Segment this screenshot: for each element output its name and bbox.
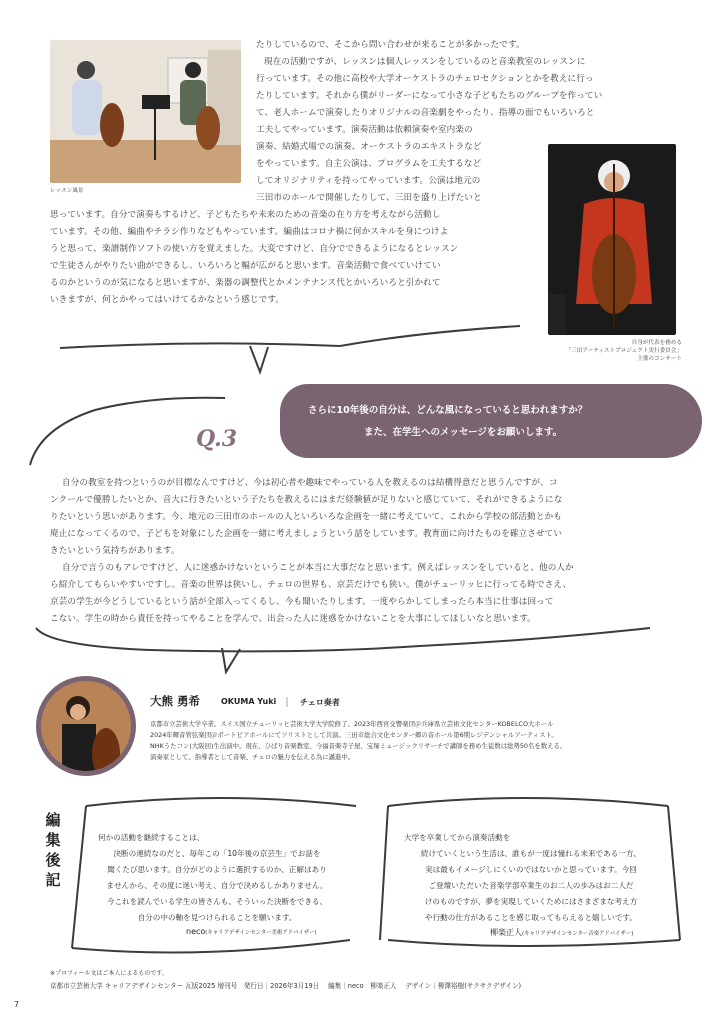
editorial-right-line-0: 大学を卒業してから演奏活動を (404, 833, 511, 842)
editorial-heading-char-3: 記 (45, 871, 61, 889)
concert-photo-caption: 自身が代表を務める 「三田アーティストプロジェクト実行委員会」 主催のコンサート (565, 340, 682, 362)
editorial-right-line-5: や行動の仕方があることを感じ取ってもらえると嬉しいです。 (424, 913, 637, 922)
editorial-left-line-1: 決断の連続なのだと、毎年この「10年後の京芸生」でお話を (113, 849, 321, 858)
body-line-5: 工夫してやっています。演奏活動は依頼演奏や室内楽の (256, 125, 473, 135)
page-number: 7 (14, 1000, 20, 1009)
body-line-10: 思っています。自分で演奏もするけど、子どもたちや未来のための音楽の在り方を考えながら活動し (50, 210, 441, 220)
profile-line-3: 演奏家として、指導者として音楽、チェロの魅力を伝える為に邁進中。 (150, 753, 355, 761)
body-line-8: してオリジナリティを持ってやっています。公演は地元の (256, 176, 481, 186)
profile-name-ja: 大熊 勇希 (150, 694, 201, 708)
body-line-12: うと思って、楽譜制作ソフトの使い方を覚えました。大変ですけど、自分でできるようになるとレッスン (50, 244, 459, 254)
profile-line-2: NHKうたコン(大阪回)生出演中。現在、ひばり音楽教室、今福音楽寺子屋、宝塚ミュージックリサーチで講師を務め生徒数は総勢50名を数える。 (150, 742, 567, 750)
body-line-0: たりしているので、そこから問い合わせが来ることが多かったです。 (256, 40, 525, 50)
body-line-1: 現在の活動ですが、レッスンは個人レッスンをしているのと音楽教室のレッスンに (264, 57, 586, 67)
answer-line-5: 自分で言うのもアレですけど、人に迷惑かけないということが本当に大事だなと思います。例えばレッスンをしていると、他の人か (62, 563, 574, 573)
answer-line-0: 自分の教室を持つというのが目標なんですけど、今は初心者や趣味でやっている人を教えるのは結構得意だと思うんですが、コ (62, 478, 558, 488)
body-line-14: るのかというのが気になると思いますが、楽器の調整代とかメンテナンス代とかいろいろと引かれて (50, 278, 441, 288)
editorial-left-sign-note: (キャリアデザインセンター美術アドバイザー) (205, 930, 317, 936)
editorial-left-line-5: 自分の中の軸を見つけられることを願います。 (137, 913, 297, 922)
body-line-13: で生徒さんがやりたい曲ができるし、いろいろと幅が広がると思います。音楽活動で食べていけてい (50, 261, 441, 271)
body-line-7: をやっています。自主公演は、プログラムを工夫するなど (256, 159, 482, 169)
profile-separator: ｜ (282, 698, 292, 709)
editorial-left-line-3: ませんから、その度に迷い考え、自分で決めるしかありません。 (106, 881, 328, 890)
body-line-4: て、老人ホームで演奏したりオリジナルの音楽劇をやったり、指導の面でもいろいろと (256, 108, 595, 118)
question-line-1: さらに10年後の自分は、どんな風になっていると思われますか？ (308, 405, 588, 416)
editorial-heading-char-0: 編 (45, 811, 61, 829)
profile-name-en: OKUMA Yuki (221, 697, 277, 706)
profile-line-0: 京都市立芸術大学卒業。スイス国立チューリッヒ芸術大学大学院修了。2023年西宮交響楽団＠兵庫県立芸術文化センターKOBELCO大ホール (150, 720, 554, 728)
lesson-photo-caption: レッスン風景 (50, 188, 84, 194)
editorial-left-line-2: 聞くたび思います。自分がどのように選択するのか、正解はあり (107, 865, 327, 874)
lesson-photo (50, 40, 241, 183)
editorial-right-sign-note: (キャリアデザインセンター音楽アドバイザー) (522, 931, 634, 937)
answer-line-7: 京芸の学生が今どうしているという話が全部入ってくるし、今も聞いたりします。一度やらかしてしまったら本当に仕事は回って (50, 597, 554, 607)
editorial-right-signature (490, 927, 633, 938)
answer-line-8: こない。学生の時から責任を持ってやることを学んで、出会った人に迷惑をかけないことを大事にしてほしいなと思います。 (50, 614, 536, 624)
avatar (36, 676, 136, 776)
footer-line: 京都市立芸術大学 キャリアデザインセンター 瓦版2025 増刊号 発行日｜2026年3月19日 編集｜neco 柳楽正人 デザイン｜柳澤裕樹(サクサクデザイン) (50, 982, 522, 990)
body-line-9: 三田市のホールで開催したりして、三田を盛り上げたいと (256, 193, 482, 203)
profile-role: チェロ奏者 (300, 698, 340, 707)
editorial-right-line-4: けのものですが、夢を実現していくためにはさまざまな考え方 (424, 897, 638, 906)
answer-line-2: りたいという思いがあります。今、地元の三田市のホールの人といろいろな企画を一緒に考えていて、これから学校の部活動とかも (50, 512, 562, 522)
body-line-11: ています。その他、編曲やチラシ作りなどもやっています。編曲はコロナ禍に何かスキルを身につけよ (50, 227, 449, 237)
editorial-right-line-1: 続けていくという生活は、誰もが一度は憧れる未来である一方、 (420, 849, 642, 858)
answer-line-3: 廃止になってくるので、子どもを対象にした企画を一緒に考えましょうという話をしています。教育面に向けたものを確立させてい (50, 529, 563, 539)
editorial-right-line-3: ご登壇いただいた音楽学部卒業生のお二人の歩みはお二人だ (428, 881, 634, 890)
avatar-photo (36, 676, 136, 776)
question-line-2: また、在学生へのメッセージをお願いします。 (364, 427, 563, 438)
footer-note: ※プロフィール文はご本人によるものです。 (50, 970, 168, 977)
editorial-left-sign-name: neco (186, 927, 206, 936)
question-bubble (280, 384, 702, 458)
body-line-2: 行っています。その他に高校や大学オーケストラのチェロセクションとかを教えに行っ (256, 74, 594, 84)
editorial-left-line-0: 何かの活動を継続することは、 (98, 833, 205, 842)
editorial-left-signature (186, 927, 317, 936)
answer-line-6: ら紹介してもらいやすいですし。音楽の世界は狭いし、チェロの世界も、京芸だけでも狭い。僕がチューリッヒに行ってる時でさえ、 (50, 580, 572, 590)
lesson-photo-illustration (50, 40, 241, 183)
answer-line-4: きたいという気持ちがあります。 (50, 546, 180, 556)
body-line-15: いきますが、何とかやってはいけてるかなという感じです。 (50, 295, 285, 305)
editorial-left-line-4: 今これを読んでいる学生の皆さんも、そういった決断をできる、 (106, 897, 328, 906)
editorial-right-line-2: 実は最もイメージしにくいのではないかと思っています。今回 (425, 865, 637, 874)
body-line-3: たりしています。それから僕がリーダーになって小さな子どもたちのグループを作ってい (256, 91, 603, 101)
editorial-right-sign-name: 柳楽正人 (490, 928, 522, 937)
profile-line-1: 2024年輝音管弦楽団＠ポートピアホールにてソリストとして共演。三田市総合文化センター郷の音ホール第6期レジデンシャルアーティスト。 (150, 731, 558, 739)
question-label: Q.3 (196, 426, 238, 452)
editorial-heading-char-1: 集 (45, 831, 61, 849)
body-line-6: 演奏、結婚式場での演奏、オーケストラのエキストラなど (256, 142, 482, 152)
answer-line-1: ンクールで優勝したいとか、音大に行きたいという子たちを教えるにはまだ経験値が足りないと感じていて、それができるようにな (50, 495, 563, 505)
editorial-heading-char-2: 後 (45, 851, 61, 869)
